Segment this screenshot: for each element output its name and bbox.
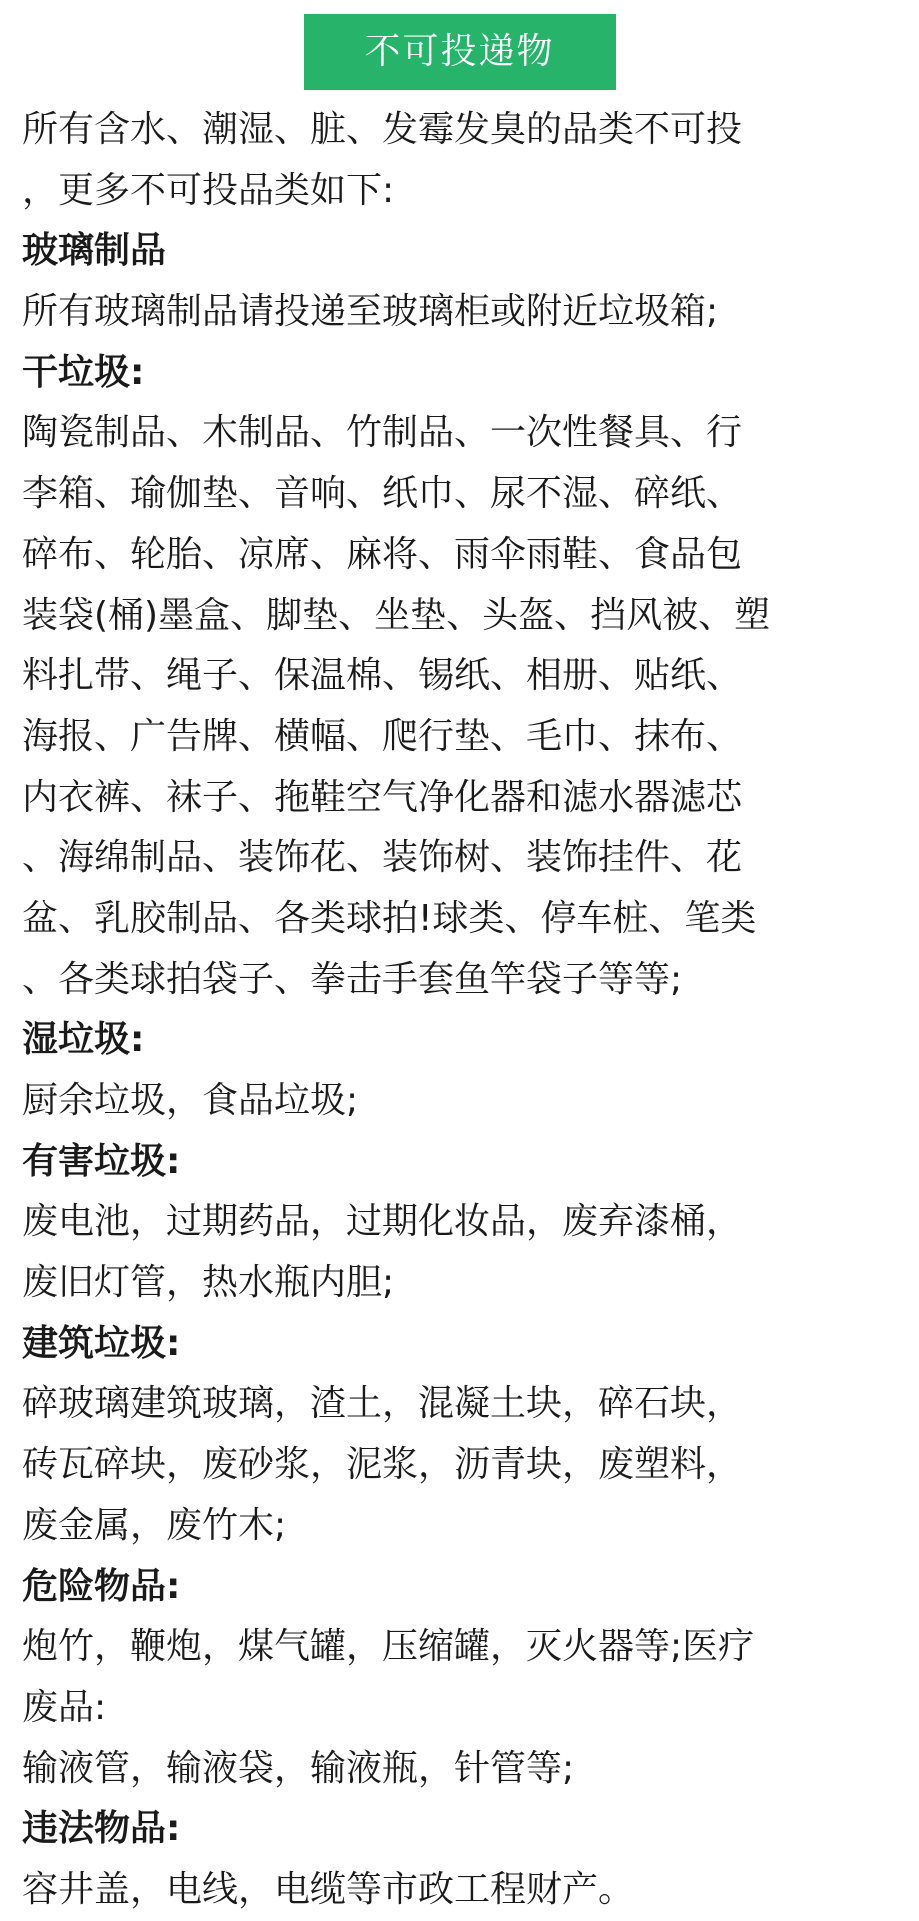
section-line: 废品: <box>22 1686 107 1728</box>
section-line: 、海绵制品、装饰花、装饰树、装饰挂件、花 <box>22 837 743 879</box>
section-line: 、各类球拍袋子、拳击手套鱼竿袋子等等; <box>22 958 683 1000</box>
section-line: 盆、乳胶制品、各类球拍!球类、停车桩、笔类 <box>22 897 757 939</box>
content <box>22 100 902 1921</box>
section-heading-illegal-goods: 违法物品: <box>22 1808 181 1850</box>
section-heading-dry-waste: 干垃圾: <box>22 351 145 393</box>
intro-line: ，更多不可投品类如下: <box>22 169 395 211</box>
section-heading-glass: 玻璃制品 <box>22 230 167 272</box>
section-line: 所有玻璃制品请投递至玻璃柜或附近垃圾箱; <box>22 291 719 333</box>
section-line: 炮竹，鞭炮，煤气罐，压缩罐，灭火器等;医疗 <box>22 1626 755 1668</box>
section-heading-wet-waste: 湿垃圾: <box>22 1019 145 1061</box>
section-line: 砖瓦碎块，废砂浆，泥浆，沥青块，废塑料， <box>22 1444 743 1486</box>
section-heading-dangerous-goods: 危险物品: <box>22 1565 181 1607</box>
title-wrap <box>0 14 919 90</box>
section-line: 装袋(桶)墨盒、脚垫、坐垫、头盔、挡风被、塑 <box>22 594 771 636</box>
section-line: 废旧灯管，热水瓶内胆; <box>22 1262 395 1304</box>
page-title: 不可投递物 <box>304 14 616 90</box>
section-line: 海报、广告牌、横幅、爬行垫、毛巾、抹布、 <box>22 715 743 757</box>
section-line: 输液管，输液袋，输液瓶，针管等; <box>22 1747 575 1789</box>
section-heading-hazardous-waste: 有害垃圾: <box>22 1140 181 1182</box>
section-line: 废金属，废竹木; <box>22 1504 287 1546</box>
section-line: 厨余垃圾，食品垃圾; <box>22 1080 359 1121</box>
section-line: 陶瓷制品、木制品、竹制品、一次性餐具、行 <box>22 412 743 454</box>
section-heading-construction-waste: 建筑垃圾: <box>22 1322 181 1364</box>
section-line: 容井盖，电线，电缆等市政工程财产。 <box>22 1868 635 1910</box>
section-line: 李箱、瑜伽垫、音响、纸巾、尿不湿、碎纸、 <box>22 473 743 515</box>
intro-line: 所有含水、潮湿、脏、发霉发臭的品类不可投 <box>22 109 743 150</box>
section-line: 废电池，过期药品，过期化妆品，废弃漆桶， <box>22 1201 743 1243</box>
section-line: 碎玻璃建筑玻璃，渣土，混凝土块，碎石块， <box>22 1383 743 1425</box>
section-line: 料扎带、绳子、保温棉、锡纸、相册、贴纸、 <box>22 655 743 697</box>
section-line: 内衣裤、袜子、拖鞋空气净化器和滤水器滤芯 <box>22 776 743 818</box>
section-line: 碎布、轮胎、凉席、麻将、雨伞雨鞋、食品包 <box>22 533 743 575</box>
